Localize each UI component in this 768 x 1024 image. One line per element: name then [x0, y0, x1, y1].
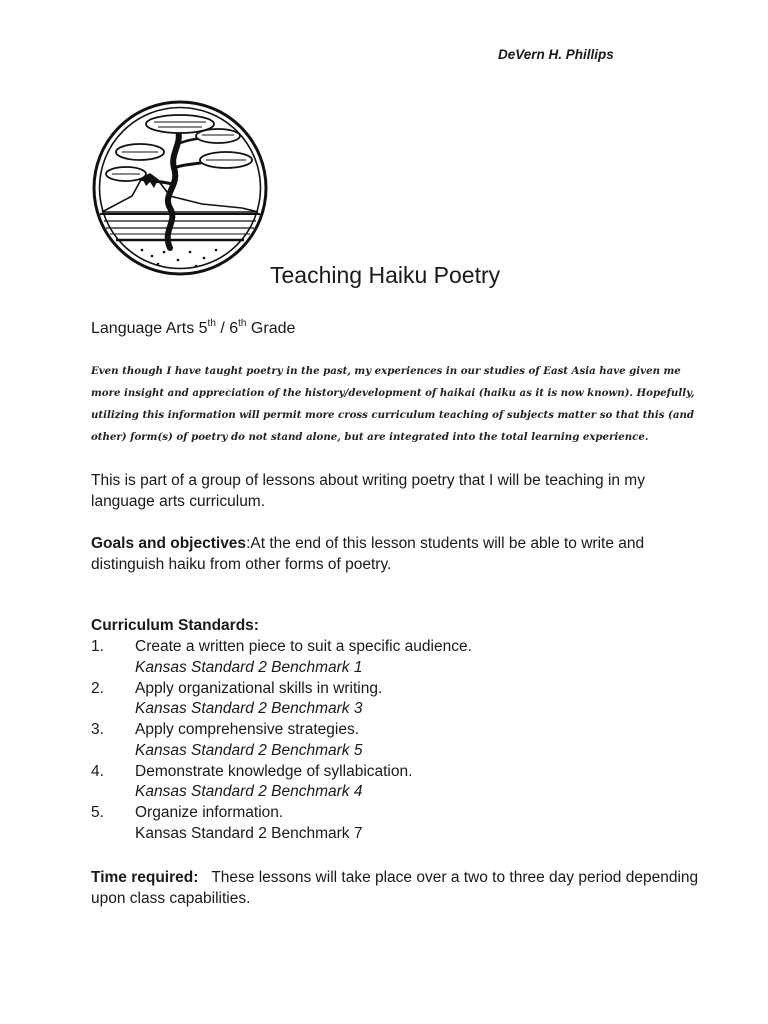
item-text: Demonstrate knowledge of syllabication. [135, 762, 413, 780]
item-benchmark: Kansas Standard 2 Benchmark 1 [135, 658, 363, 676]
item-number: 5. [91, 804, 104, 821]
bonsai-mountain-seal-icon [92, 100, 268, 276]
time-text: These lessons will take place over a two to three day period depending upon class capabilities. [91, 869, 699, 907]
item-benchmark: Kansas Standard 2 Benchmark 7 [135, 824, 363, 842]
grade-sup-1: th [207, 318, 216, 329]
grade-level [91, 320, 295, 338]
lesson-context-paragraph: This is part of a group of lessons about writing poetry that I will be teaching in my language arts curriculum. [91, 472, 645, 510]
page-title: Teaching Haiku Poetry [270, 262, 501, 288]
item-benchmark: Kansas Standard 2 Benchmark 3 [135, 700, 363, 717]
standards-list [91, 637, 711, 845]
item-text: Organize information. [135, 804, 284, 821]
item-number: 2. [91, 679, 104, 697]
item-text: Apply organizational skills in writing. [135, 679, 383, 697]
time-required-paragraph [91, 867, 711, 909]
grade-mid: / 6 [215, 320, 239, 337]
list-item [91, 720, 711, 762]
item-text: Apply comprehensive strategies. [135, 721, 360, 738]
intro-paragraph: Even though I have taught poetry in the past, my experiences in our studies of East Asia have given me more insight and appreciation of the history/development of haikai (haiku as it is now known). Hopefully, utilizing this information will permit more cross curriculum teaching of subjects matter so that this (and other) form(s) of poetry do not stand alone, but are integrated into the total learning experience. [91, 365, 695, 443]
author-name: DeVern H. Phillips [498, 47, 614, 62]
grade-suffix: Grade [246, 320, 296, 337]
list-item [91, 762, 711, 804]
grade-prefix: Language Arts 5 [91, 320, 208, 337]
standards-heading: Curriculum Standards: [91, 617, 259, 634]
goals-text: :At the end of this lesson students will be able to write and distinguish haiku from other forms of poetry. [91, 535, 645, 573]
item-text: Create a written piece to suit a specific audience. [135, 638, 472, 655]
item-benchmark: Kansas Standard 2 Benchmark 4 [135, 783, 363, 800]
item-number: 3. [91, 721, 104, 738]
grade-sup-2: th [238, 318, 247, 329]
list-item [91, 637, 711, 679]
item-number: 1. [91, 638, 104, 655]
goals-label: Goals and objectives [91, 535, 247, 552]
goals-paragraph [91, 533, 711, 575]
list-item [91, 803, 711, 845]
item-number: 4. [91, 762, 104, 780]
list-item [91, 679, 711, 721]
time-label: Time required: [91, 869, 199, 886]
item-benchmark: Kansas Standard 2 Benchmark 5 [135, 741, 363, 759]
